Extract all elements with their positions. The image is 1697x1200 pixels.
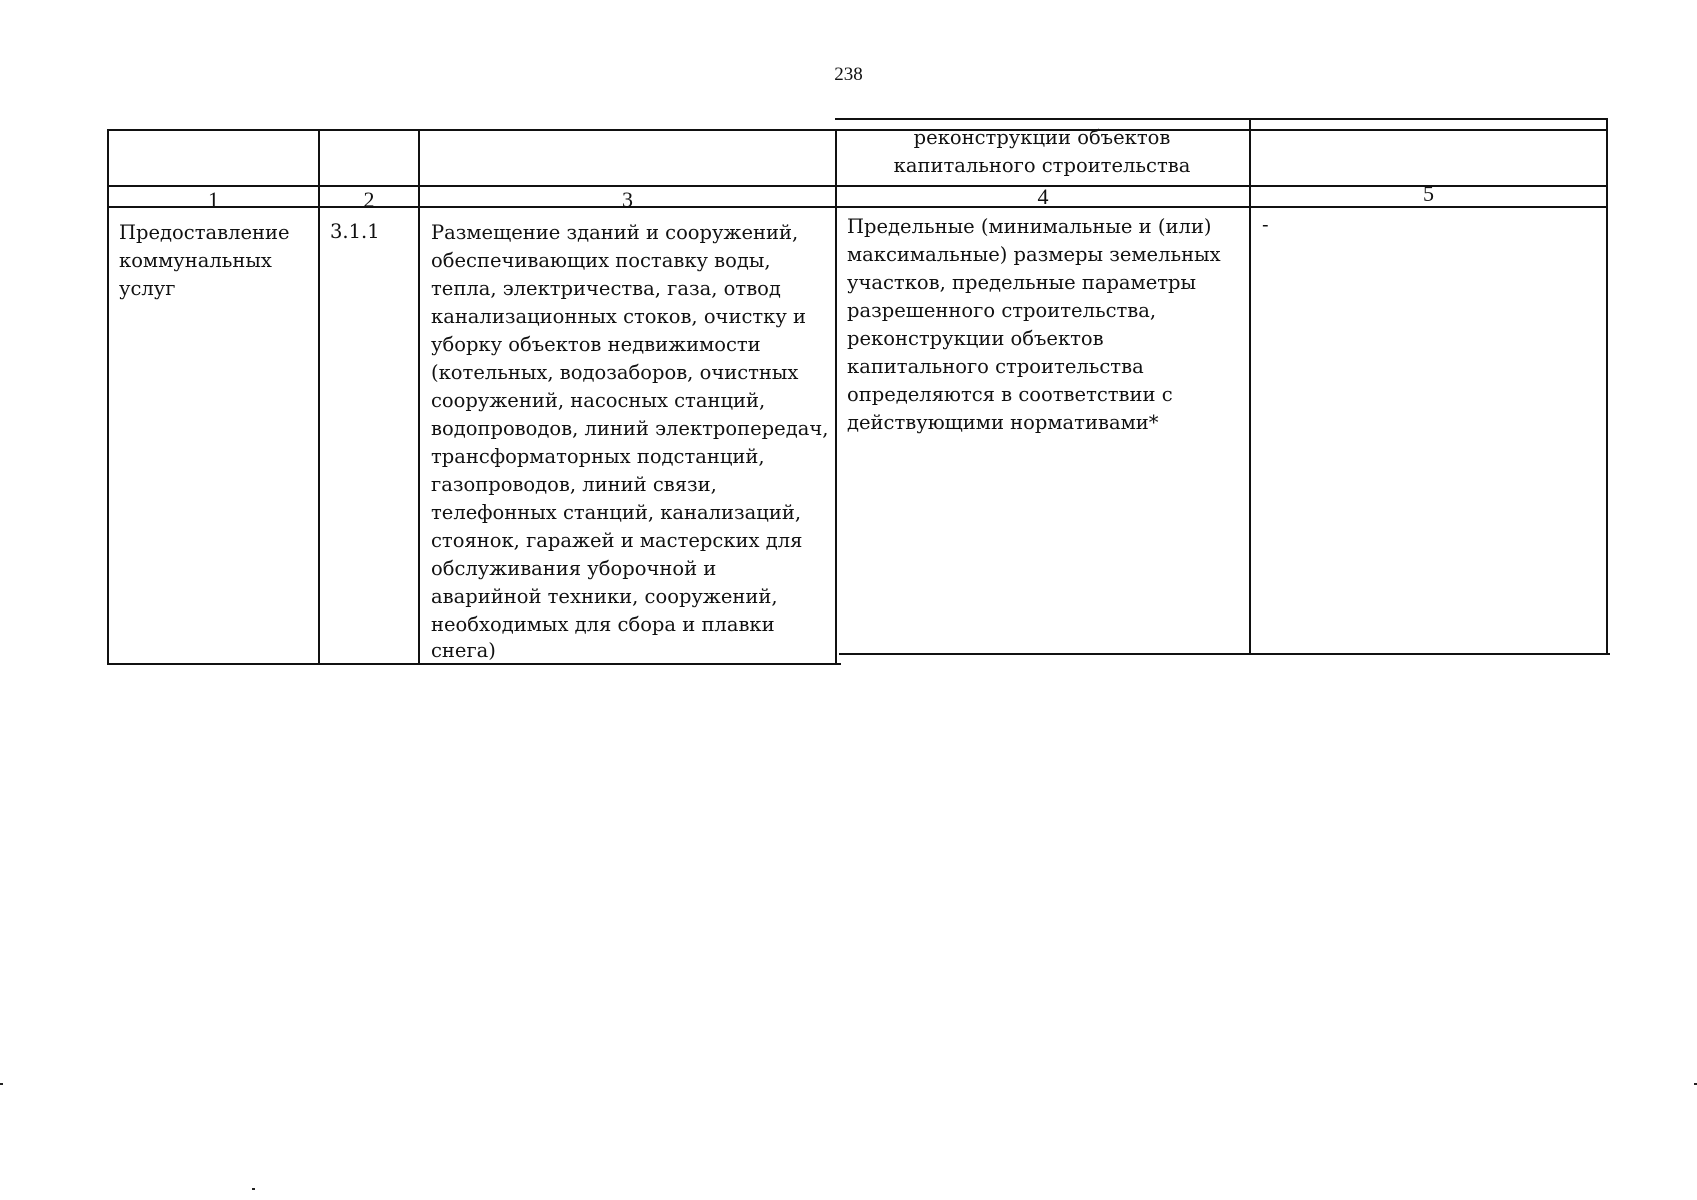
row-col5-value: - <box>1262 213 1269 236</box>
continued-header-line: капитального строительства <box>893 154 1191 177</box>
cell-line: газопроводов, линий связи, <box>431 473 717 496</box>
cell-line: (котельных, водозаборов, очистных <box>431 361 799 384</box>
cell-line: действующими нормативами* <box>847 411 1159 434</box>
column-number-4: 4 <box>1037 184 1049 209</box>
cell-line: тепла, электричества, газа, отвод <box>431 277 781 300</box>
cell-line: Предельные (минимальные и (или) <box>847 215 1212 238</box>
cell-line: обслуживания уборочной и <box>431 557 717 580</box>
cell-line: максимальные) размеры земельных <box>847 243 1221 266</box>
cell-line: снега) <box>431 639 496 662</box>
cell-line: коммунальных <box>119 249 272 272</box>
table-border-bottom-left <box>109 663 841 665</box>
column-number-3: 3 <box>622 187 633 212</box>
cell-line: определяются в соответствии с <box>847 383 1173 406</box>
cell-line: водопроводов, линий электропередач, <box>431 417 829 440</box>
cell-line: телефонных станций, канализаций, <box>431 501 802 524</box>
cell-line: Размещение зданий и сооружений, <box>431 221 799 244</box>
cell-line: капитального строительства <box>847 355 1144 378</box>
cell-line: разрешенного строительства, <box>847 299 1157 322</box>
cell-line: уборку объектов недвижимости <box>431 333 761 356</box>
continued-header-line: реконструкции объектов <box>913 126 1171 149</box>
cell-line: реконструкции объектов <box>847 327 1104 350</box>
row-col2-code: 3.1.1 <box>330 220 380 243</box>
cell-line: услуг <box>119 277 176 300</box>
cell-line: стоянок, гаражей и мастерских для <box>431 529 803 552</box>
table-border-bottom-right <box>839 653 1610 655</box>
column-number-1: 1 <box>208 187 219 212</box>
column-number-5: 5 <box>1423 181 1434 206</box>
cell-line: трансформаторных подстанций, <box>431 445 765 468</box>
cell-line: канализационных стоков, очистку и <box>431 305 807 328</box>
table-border-right <box>1606 118 1608 655</box>
table-top-right-segment <box>835 118 1608 120</box>
page-number: 238 <box>834 64 863 85</box>
cell-line: сооружений, насосных станций, <box>431 389 766 412</box>
cell-line: участков, предельные параметры <box>847 271 1197 294</box>
cell-line: Предоставление <box>119 221 290 244</box>
scan-speck <box>252 1188 255 1190</box>
cell-line: аварийной техники, сооружений, <box>431 585 778 608</box>
cell-line: необходимых для сбора и плавки <box>431 613 775 636</box>
scan-speck <box>0 1083 3 1085</box>
cell-line: обеспечивающих поставку воды, <box>431 249 771 272</box>
column-number-2: 2 <box>363 187 375 212</box>
